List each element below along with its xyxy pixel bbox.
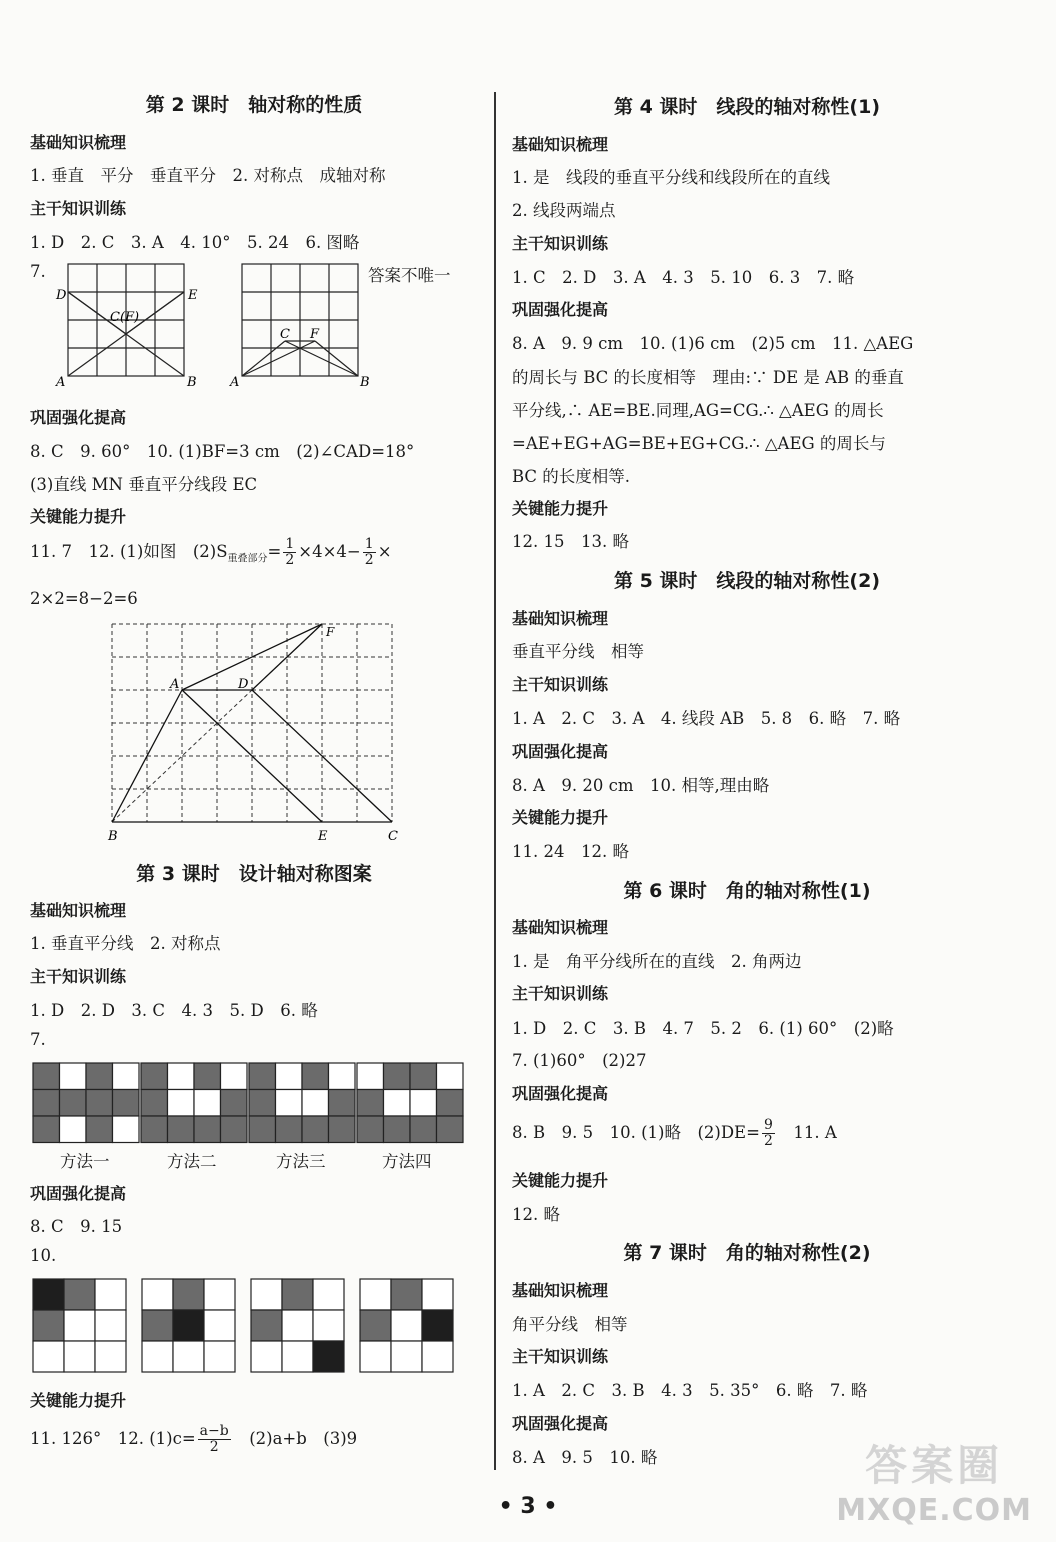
q7-cell xyxy=(33,1116,60,1143)
lesson7-answers-main: 1. A 2. C 3. B 4. 3 5. 35° 6. 略 7. 略 xyxy=(512,1381,868,1400)
lesson2-answers-basic: 1. 垂直 平分 垂直平分 2. 对称点 成轴对称 xyxy=(30,166,386,185)
q7-cell xyxy=(168,1090,195,1117)
q10-cell xyxy=(282,1279,313,1310)
q10-cell xyxy=(142,1279,173,1310)
lesson4-consolidate-line-3: 平分线,∴ AE=BE.同理,AG=CG.∴ △AEG 的周长 xyxy=(512,401,884,420)
lesson2-q7-figure-2 xyxy=(226,258,376,390)
lesson3-section-key: 关键能力提升 xyxy=(30,1391,127,1410)
q7-cell xyxy=(249,1090,276,1117)
lesson7-title: 第 7 课时 角的轴对称性(2) xyxy=(623,1242,871,1264)
lesson7-answers-consolidate: 8. A 9. 5 10. 略 xyxy=(512,1448,658,1467)
lesson2-section-key: 关键能力提升 xyxy=(30,507,127,526)
q7-cell xyxy=(141,1116,168,1143)
lesson2-section-main: 主干知识训练 xyxy=(30,199,127,218)
lesson5-answers-key: 11. 24 12. 略 xyxy=(512,842,629,861)
q7-cell xyxy=(410,1116,437,1143)
q7-cell xyxy=(329,1090,356,1117)
q10-cell xyxy=(282,1310,313,1341)
q7-cell xyxy=(302,1090,329,1117)
lesson2-title: 第 2 课时 轴对称的性质 xyxy=(145,94,363,116)
q10-cell xyxy=(173,1310,204,1341)
q7-cell xyxy=(221,1090,248,1117)
lesson4-section-key: 关键能力提升 xyxy=(512,499,609,518)
q7-cell xyxy=(221,1063,248,1090)
watermark-logo xyxy=(836,1433,1032,1528)
q10-cell xyxy=(95,1341,126,1372)
key-subscript: 重叠部分 xyxy=(227,553,268,565)
q7-cell xyxy=(60,1063,87,1090)
q7-cell xyxy=(33,1063,60,1090)
q10-grid-1 xyxy=(33,1279,126,1372)
q10-cell xyxy=(251,1279,282,1310)
lesson5-answers-consolidate: 8. A 9. 20 cm 10. 相等,理由略 xyxy=(512,776,770,795)
fig3-label-e: E xyxy=(318,829,328,844)
q7-cell xyxy=(384,1090,411,1117)
page-number: • 3 • xyxy=(498,1494,558,1519)
q7-cell xyxy=(60,1090,87,1117)
fig3-label-f: F xyxy=(326,625,335,639)
q10-grid-3 xyxy=(251,1279,344,1372)
lesson5-section-main: 主干知识训练 xyxy=(512,675,609,694)
q10-cell xyxy=(173,1341,204,1372)
q7-cell xyxy=(249,1116,276,1143)
fig1-label-d: D xyxy=(56,288,67,303)
lesson4-section-consolidate: 巩固强化提高 xyxy=(512,300,609,319)
q10-cell xyxy=(251,1341,282,1372)
lesson3-title: 第 3 课时 设计轴对称图案 xyxy=(136,863,372,885)
lesson2-answers-consolidate-2: (3)直线 MN 垂直平分线段 EC xyxy=(30,475,258,494)
watermark-bottom: MXQE.COM xyxy=(836,1493,1032,1528)
q10-cell xyxy=(391,1310,422,1341)
q7-cell xyxy=(276,1116,303,1143)
q10-cell xyxy=(360,1279,391,1310)
fig1-label-cf: C(F) xyxy=(110,310,140,325)
lesson5-section-basic: 基础知识梳理 xyxy=(512,609,609,628)
q7-cell xyxy=(357,1090,384,1117)
lesson4-section-basic: 基础知识梳理 xyxy=(512,135,609,154)
lesson4-section-main: 主干知识训练 xyxy=(512,234,609,253)
q10-grid-4 xyxy=(360,1279,453,1372)
q7-cell xyxy=(113,1090,140,1117)
q7-cell xyxy=(194,1116,221,1143)
q10-cell xyxy=(251,1310,282,1341)
lesson5-title: 第 5 课时 线段的轴对称性(2) xyxy=(613,570,881,592)
q7-cell xyxy=(86,1063,113,1090)
fig3-label-d: D xyxy=(238,677,249,692)
q7-grid-1 xyxy=(33,1063,139,1143)
q10-cell xyxy=(64,1310,95,1341)
q7-cell xyxy=(437,1063,464,1090)
lesson3-answers-main: 1. D 2. D 3. C 4. 3 5. D 6. 略 xyxy=(30,1001,318,1020)
q10-cell xyxy=(391,1279,422,1310)
key-fraction-2: $\frac{1}{2}$ xyxy=(364,536,374,568)
method-1-label: 方法一 xyxy=(60,1152,110,1171)
lesson3-answers-basic: 1. 垂直平分线 2. 对称点 xyxy=(30,934,221,953)
key-text-3: × xyxy=(377,542,392,561)
lesson6-title: 第 6 课时 角的轴对称性(1) xyxy=(623,880,871,902)
q10-cell xyxy=(282,1341,313,1372)
key-text-1: 11. 7 12. (1)如图 (2)S xyxy=(30,542,228,561)
q7-cell xyxy=(329,1116,356,1143)
l6-text-2: 11. A xyxy=(776,1123,837,1142)
lesson4-answers-main: 1. C 2. D 3. A 4. 3 5. 10 6. 3 7. 略 xyxy=(512,268,855,287)
lesson2-q12-figure xyxy=(100,616,410,848)
q10-cell xyxy=(33,1279,64,1310)
q7-grid-3 xyxy=(249,1063,355,1143)
q10-cell xyxy=(313,1279,344,1310)
lesson6-answers-basic: 1. 是 角平分线所在的直线 2. 角两边 xyxy=(512,952,802,971)
q10-cell xyxy=(95,1310,126,1341)
lesson3-answers-consolidate: 8. C 9. 15 xyxy=(30,1217,123,1236)
lesson4-consolidate-line-4: =AE+EG+AG=BE+EG+CG.∴ △AEG 的周长与 xyxy=(512,434,886,453)
q10-cell xyxy=(360,1341,391,1372)
q7-cell xyxy=(410,1090,437,1117)
l3-key-text-1: 11. 126° 12. (1)c= xyxy=(30,1429,196,1448)
q7-cell xyxy=(141,1063,168,1090)
q7-cell xyxy=(86,1116,113,1143)
l3-key-text-2: (2)a+b (3)9 xyxy=(232,1429,358,1448)
lesson2-answers-consolidate: 8. C 9. 60° 10. (1)BF=3 cm (2)∠CAD=18° xyxy=(30,442,415,461)
fig3-label-b: B xyxy=(108,829,118,844)
key-text-2: ×4×4− xyxy=(298,542,361,561)
lesson3-q7-label: 7. xyxy=(30,1030,46,1049)
q10-cell xyxy=(173,1279,204,1310)
q7-cell xyxy=(221,1116,248,1143)
lesson6-answers-key: 12. 略 xyxy=(512,1205,560,1224)
lesson7-answers-basic: 角平分线 相等 xyxy=(512,1315,628,1334)
lesson2-section-consolidate: 巩固强化提高 xyxy=(30,408,127,427)
q7-cell xyxy=(302,1116,329,1143)
fig1-label-b: B xyxy=(187,375,197,390)
lesson6-answers-consolidate xyxy=(512,1116,982,1150)
q7-cell xyxy=(33,1090,60,1117)
q7-cell xyxy=(168,1116,195,1143)
lesson5-section-key: 关键能力提升 xyxy=(512,808,609,827)
lesson6-answers-main: 1. D 2. C 3. B 4. 7 5. 2 6. (1) 60° (2)略 xyxy=(512,1019,894,1038)
q7-cell xyxy=(249,1063,276,1090)
method-2-label: 方法二 xyxy=(167,1152,217,1171)
lesson4-consolidate-line-2: 的周长与 BC 的长度相等 理由:∵ DE 是 AB 的垂直 xyxy=(512,368,904,387)
q7-cell xyxy=(302,1063,329,1090)
lesson5-answers-basic: 垂直平分线 相等 xyxy=(512,642,644,661)
q10-cell xyxy=(33,1310,64,1341)
q7-cell xyxy=(410,1063,437,1090)
lesson2-note: 答案不唯一 xyxy=(368,266,451,285)
column-divider xyxy=(494,92,496,1470)
q10-cell xyxy=(313,1341,344,1372)
q7-cell xyxy=(113,1116,140,1143)
method-3-label: 方法三 xyxy=(276,1152,326,1171)
lesson5-section-consolidate: 巩固强化提高 xyxy=(512,742,609,761)
lesson2-q7-figure-1 xyxy=(48,258,228,390)
lesson7-section-consolidate: 巩固强化提高 xyxy=(512,1414,609,1433)
q7-cell xyxy=(276,1090,303,1117)
q7-cell xyxy=(357,1063,384,1090)
q10-cell xyxy=(142,1310,173,1341)
lesson4-consolidate-line-1: 8. A 9. 9 cm 10. (1)6 cm (2)5 cm 11. △AEG xyxy=(512,334,914,353)
l3-key-fraction: $\frac{a-b}{2}$ xyxy=(199,1423,229,1455)
q7-cell xyxy=(276,1063,303,1090)
lesson7-section-main: 主干知识训练 xyxy=(512,1347,609,1366)
q10-grid-2 xyxy=(142,1279,235,1372)
q10-cell xyxy=(95,1279,126,1310)
q10-cell xyxy=(422,1279,453,1310)
lesson3-section-consolidate: 巩固强化提高 xyxy=(30,1184,127,1203)
lesson4-consolidate-line-5: BC 的长度相等. xyxy=(512,467,631,486)
q7-cell xyxy=(357,1116,384,1143)
q10-cell xyxy=(204,1310,235,1341)
lesson6-section-basic: 基础知识梳理 xyxy=(512,918,609,937)
q10-cell xyxy=(204,1279,235,1310)
lesson4-title: 第 4 课时 线段的轴对称性(1) xyxy=(613,96,881,118)
q10-cell xyxy=(422,1341,453,1372)
l6-text-1: 8. B 9. 5 10. (1)略 (2)DE= xyxy=(512,1123,760,1142)
lesson3-q7-patterns xyxy=(32,1062,466,1146)
q7-cell xyxy=(329,1063,356,1090)
q7-cell xyxy=(437,1116,464,1143)
lesson6-section-main: 主干知识训练 xyxy=(512,984,609,1003)
q10-cell xyxy=(64,1279,95,1310)
lesson3-q10-label: 10. xyxy=(30,1246,57,1265)
fig2-label-b: B xyxy=(360,375,370,390)
key-eq: = xyxy=(267,542,282,561)
lesson7-section-basic: 基础知识梳理 xyxy=(512,1281,609,1300)
fig2-label-c: C xyxy=(280,327,290,342)
fig2-label-f: F xyxy=(310,327,320,342)
l6-fraction: $\frac{9}{2}$ xyxy=(763,1117,773,1149)
lesson2-answers-key xyxy=(30,537,478,574)
lesson4-answers-basic: 1. 是 线段的垂直平分线和线段所在的直线 xyxy=(512,168,830,187)
q7-grid-2 xyxy=(141,1063,247,1143)
q10-cell xyxy=(142,1341,173,1372)
q7-cell xyxy=(194,1090,221,1117)
q10-cell xyxy=(391,1341,422,1372)
lesson2-answers-main: 1. D 2. C 3. A 4. 10° 5. 24 6. 图略 xyxy=(30,233,360,252)
q7-cell xyxy=(141,1090,168,1117)
q10-cell xyxy=(360,1310,391,1341)
lesson2-section-basic: 基础知识梳理 xyxy=(30,133,127,152)
lesson6-section-key: 关键能力提升 xyxy=(512,1171,609,1190)
fig1-label-e: E xyxy=(188,288,198,303)
fig1-label-a: A xyxy=(56,375,66,390)
lesson3-answers-key xyxy=(30,1422,478,1456)
lesson3-q10-patterns xyxy=(32,1278,466,1374)
q7-cell xyxy=(384,1116,411,1143)
lesson6-answers-main-2: 7. (1)60° (2)27 xyxy=(512,1051,647,1070)
lesson6-section-consolidate: 巩固强化提高 xyxy=(512,1084,609,1103)
fig2-label-a: A xyxy=(230,375,240,390)
lesson2-q7-label: 7. xyxy=(30,262,46,281)
fig3-label-c: C xyxy=(388,829,398,844)
lesson4-answers-basic-2: 2. 线段两端点 xyxy=(512,201,616,220)
q7-cell xyxy=(168,1063,195,1090)
q7-grid-4 xyxy=(357,1063,463,1143)
key-fraction-1: $\frac{1}{2}$ xyxy=(285,536,295,568)
q10-cell xyxy=(64,1341,95,1372)
lesson5-answers-main: 1. A 2. C 3. A 4. 线段 AB 5. 8 6. 略 7. 略 xyxy=(512,709,901,728)
q10-cell xyxy=(204,1341,235,1372)
q7-cell xyxy=(60,1116,87,1143)
watermark-top: 答案圈 xyxy=(865,1441,1004,1490)
lesson3-section-basic: 基础知识梳理 xyxy=(30,901,127,920)
fig3-label-a: A xyxy=(170,677,180,692)
q10-cell xyxy=(313,1310,344,1341)
q7-cell xyxy=(113,1063,140,1090)
q10-cell xyxy=(33,1341,64,1372)
q7-cell xyxy=(194,1063,221,1090)
q7-cell xyxy=(86,1090,113,1117)
q7-cell xyxy=(384,1063,411,1090)
lesson4-answers-key: 12. 15 13. 略 xyxy=(512,532,629,551)
method-4-label: 方法四 xyxy=(382,1152,432,1171)
q10-cell xyxy=(422,1310,453,1341)
lesson2-answers-key-2: 2×2=8−2=6 xyxy=(30,589,138,608)
q7-cell xyxy=(437,1090,464,1117)
lesson3-section-main: 主干知识训练 xyxy=(30,967,127,986)
